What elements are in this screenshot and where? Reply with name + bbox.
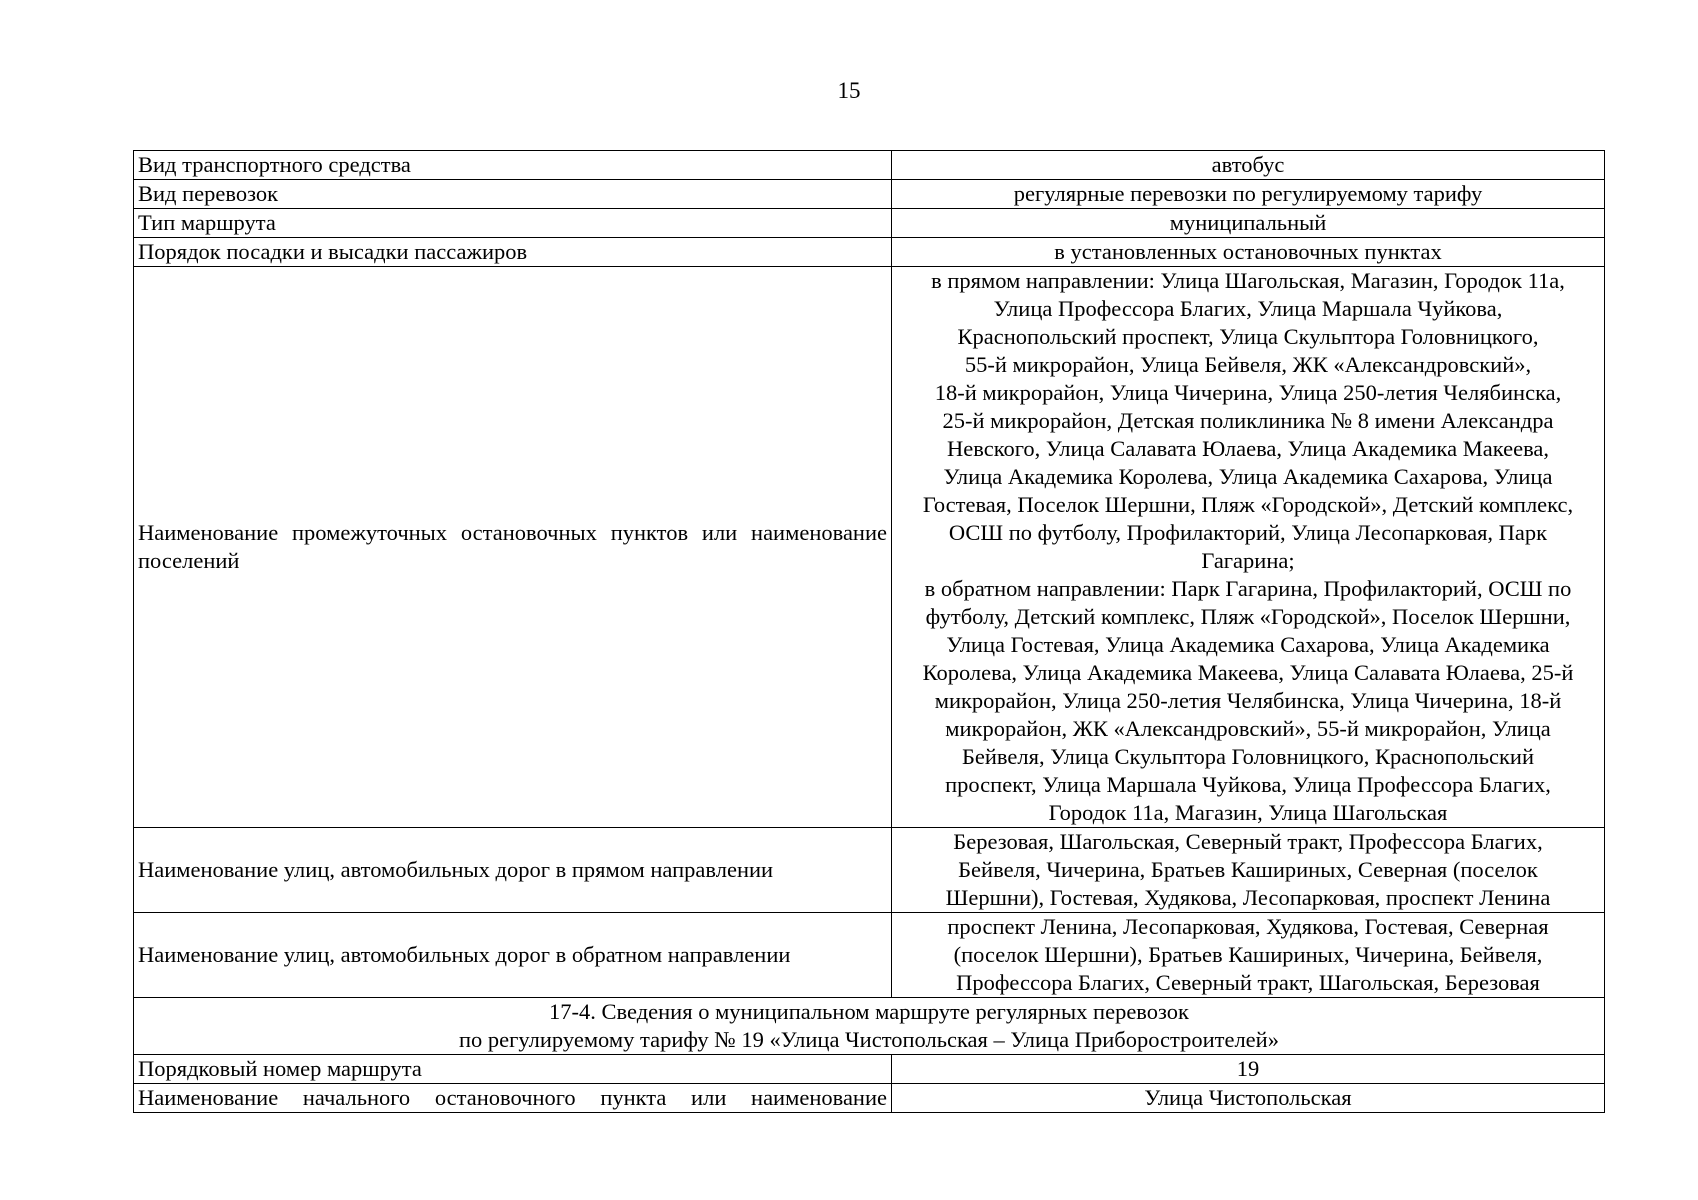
forward-streets-line: Березовая, Шагольская, Северный тракт, Профессора Благих, xyxy=(953,829,1543,854)
table-row xyxy=(134,828,1605,913)
stops-line: 18-й микрорайон, Улица Чичерина, Улица 250-летия Челябинска, xyxy=(934,380,1562,405)
vehicle-type-label: Вид транспортного средства xyxy=(134,151,892,180)
intermediate-stops-label: Наименование промежуточных остановочных пунктов или наименование поселений xyxy=(134,267,892,828)
table-row xyxy=(134,998,1605,1055)
stops-line: Улица Профессора Благих, Улица Маршала Чуйкова, xyxy=(993,296,1503,321)
stops-line: Краснопольский проспект, Улица Скульптора Головницкого, xyxy=(957,324,1539,349)
forward-streets-line: Бейвеля, Чичерина, Братьев Кашириных, Северная (поселок xyxy=(958,857,1538,882)
table-row xyxy=(134,238,1605,267)
section-header xyxy=(134,998,1605,1055)
stops-line: Улица Гостевая, Улица Академика Сахарова, Улица Академика xyxy=(946,632,1550,657)
table-row xyxy=(134,1084,1605,1113)
forward-streets-label: Наименование улиц, автомобильных дорог в прямом направлении xyxy=(134,828,892,913)
page-number: 15 xyxy=(837,78,861,103)
section-header-line-2: по регулируемому тарифу № 19 «Улица Чистопольская – Улица Приборостроителей» xyxy=(459,1027,1279,1052)
forward-streets-value xyxy=(892,828,1605,913)
stops-line: Улица Академика Королева, Улица Академика Сахарова, Улица xyxy=(943,464,1553,489)
stops-line: Гагарина; xyxy=(1201,548,1295,573)
transport-kind-label: Вид перевозок xyxy=(134,180,892,209)
boarding-order-value: в установленных остановочных пунктах xyxy=(892,238,1605,267)
stops-line: Гостевая, Поселок Шершни, Пляж «Городской», Детский комплекс, xyxy=(922,492,1574,517)
route-number-value: 19 xyxy=(892,1055,1605,1084)
reverse-streets-label: Наименование улиц, автомобильных дорог в обратном направлении xyxy=(134,913,892,998)
stops-line: в прямом направлении: Улица Шагольская, Магазин, Городок 11а, xyxy=(931,268,1565,293)
stops-line: Бейвеля, Улица Скульптора Головницкого, Краснопольский xyxy=(961,744,1535,769)
table-row xyxy=(134,209,1605,238)
start-stop-value: Улица Чистопольская xyxy=(892,1084,1605,1113)
reverse-streets-line: проспект Ленина, Лесопарковая, Худякова, Гостевая, Северная xyxy=(947,914,1549,939)
stops-line: Королева, Улица Академика Макеева, Улица Салавата Юлаева, 25-й xyxy=(922,660,1574,685)
table-row xyxy=(134,913,1605,998)
route-info-table xyxy=(133,150,1605,1113)
route-type-label: Тип маршрута xyxy=(134,209,892,238)
stops-line: микрорайон, Улица 250-летия Челябинска, Улица Чичерина, 18-й xyxy=(934,688,1562,713)
table-row xyxy=(134,1055,1605,1084)
stops-line: проспект, Улица Маршала Чуйкова, Улица Профессора Благих, xyxy=(945,772,1551,797)
start-stop-label: Наименование начального остановочного пункта или наименование xyxy=(134,1084,892,1113)
stops-line: Невского, Улица Салавата Юлаева, Улица Академика Макеева, xyxy=(946,436,1550,461)
section-header-line-1: 17-4. Сведения о муниципальном маршруте регулярных перевозок xyxy=(549,999,1189,1024)
reverse-streets-value xyxy=(892,913,1605,998)
stops-line: 25-й микрорайон, Детская поликлиника № 8 имени Александра xyxy=(942,408,1554,433)
vehicle-type-value: автобус xyxy=(892,151,1605,180)
stops-line: Городок 11а, Магазин, Улица Шагольская xyxy=(1048,800,1448,825)
table-row xyxy=(134,180,1605,209)
route-type-value: муниципальный xyxy=(892,209,1605,238)
stops-line: 55-й микрорайон, Улица Бейвеля, ЖК «Александровский», xyxy=(964,352,1532,377)
stops-line: футболу, Детский комплекс, Пляж «Городской», Поселок Шершни, xyxy=(925,604,1571,629)
transport-kind-value: регулярные перевозки по регулируемому тарифу xyxy=(892,180,1605,209)
forward-streets-line: Шершни), Гостевая, Худякова, Лесопарковая, проспект Ленина xyxy=(945,885,1551,910)
reverse-streets-line: (поселок Шершни), Братьев Кашириных, Чичерина, Бейвеля, xyxy=(953,942,1543,967)
reverse-streets-line: Профессора Благих, Северный тракт, Шагольская, Березовая xyxy=(956,970,1540,995)
table-row xyxy=(134,267,1605,828)
boarding-order-label: Порядок посадки и высадки пассажиров xyxy=(134,238,892,267)
stops-line: в обратном направлении: Парк Гагарина, Профилакторий, ОСШ по xyxy=(924,576,1572,601)
route-number-label: Порядковый номер маршрута xyxy=(134,1055,892,1084)
table-row xyxy=(134,151,1605,180)
intermediate-stops-value xyxy=(892,267,1605,828)
stops-line: микрорайон, ЖК «Александровский», 55-й микрорайон, Улица xyxy=(945,716,1551,741)
stops-line: ОСШ по футболу, Профилакторий, Улица Лесопарковая, Парк xyxy=(948,520,1548,545)
